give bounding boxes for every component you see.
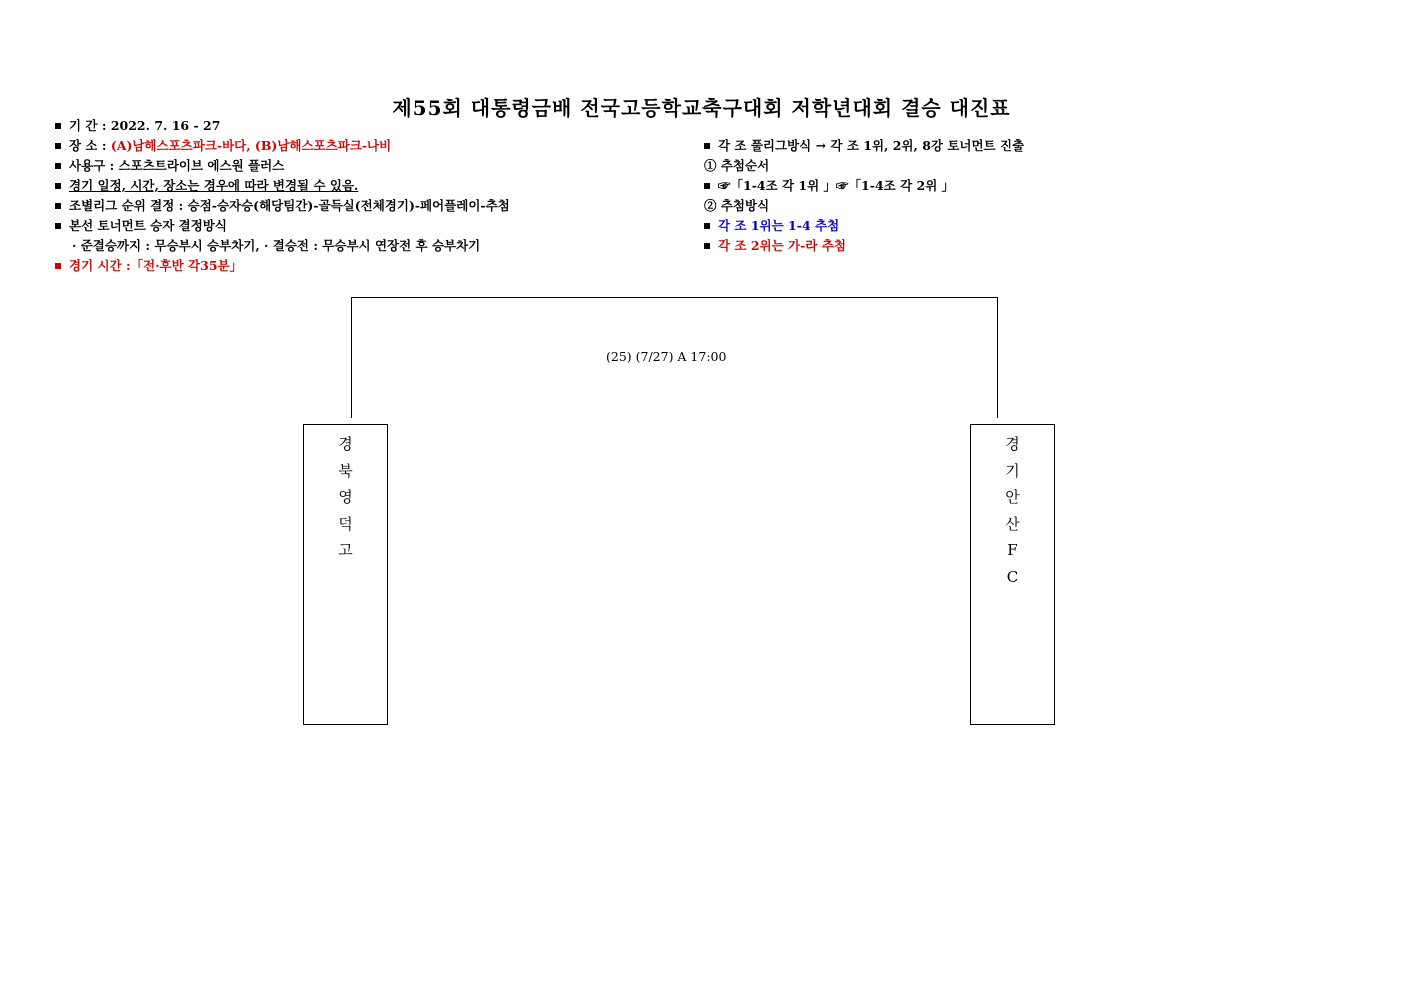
info-venue: 장 소 : (A)남해스포츠파크-바다, (B)남해스포츠파크-나비	[55, 138, 391, 154]
team-char: 영	[338, 488, 353, 506]
bullet-icon	[55, 123, 61, 129]
info-tiebreak: 본선 토너먼트 승자 결정방식	[55, 218, 227, 234]
team-char: F	[1007, 541, 1018, 559]
team-char: 기	[1005, 461, 1020, 480]
match-label: (25) (7/27) A 17:00	[606, 349, 727, 364]
bracket-left-line	[351, 297, 352, 418]
info-draw-order-detail: ☞「1-4조 각 1위 」☞「1-4조 각 2위 」	[704, 178, 954, 194]
venue-value: (A)남해스포츠파크-바다, (B)남해스포츠파크-나비	[110, 138, 392, 153]
bracket-top-line	[351, 297, 998, 298]
bullet-icon	[55, 163, 61, 169]
team-box-left	[303, 424, 388, 725]
team-char: 고	[338, 541, 353, 559]
info-draw-order: ① 추첨순서	[704, 158, 770, 173]
bracket-right-line	[997, 297, 998, 418]
bullet-icon	[55, 203, 61, 209]
bullet-icon	[704, 183, 710, 189]
bullet-icon	[704, 223, 710, 229]
page-title: 제55회 대통령금배 전국고등학교축구대회 저학년대회 결승 대진표	[392, 96, 1011, 120]
bullet-icon	[55, 223, 61, 229]
bullet-icon	[55, 143, 61, 149]
info-format: 각 조 풀리그방식 → 각 조 1위, 2위, 8강 토너먼트 진출	[704, 138, 1024, 154]
info-first-place: 각 조 1위는 1-4 추첨	[704, 218, 839, 234]
team-name-left	[304, 431, 387, 564]
team-box-right	[970, 424, 1055, 725]
info-match-time: 경기 시간 :「전·후반 각35분」	[55, 258, 242, 274]
info-draw-method: ② 추첨방식	[704, 198, 770, 213]
info-second-place: 각 조 2위는 가-라 추첨	[704, 238, 846, 254]
team-char: 안	[1005, 488, 1020, 506]
bullet-icon	[55, 183, 61, 189]
bullet-icon	[55, 263, 61, 269]
team-char: 덕	[338, 514, 353, 533]
team-char: 경	[1005, 435, 1020, 453]
team-char: 경	[338, 435, 353, 453]
team-char: 북	[338, 461, 353, 480]
bullet-icon	[704, 143, 710, 149]
info-ranking: 조별리그 순위 결정 : 승점-승자승(해당팀간)-골득실(전체경기)-페어플레이-추첨	[55, 198, 510, 214]
info-tiebreak-detail: · 준결승까지 : 무승부시 승부차기, · 결승전 : 무승부시 연장전 후 승부차기	[72, 238, 481, 253]
bullet-icon	[704, 243, 710, 249]
info-ball: 사용구 : 스포츠트라이브 에스원 플러스	[55, 158, 284, 174]
team-char: 산	[1005, 514, 1020, 533]
info-period: 기 간 : 2022. 7. 16 - 27	[55, 118, 220, 134]
info-notice: 경기 일정, 시간, 장소는 경우에 따라 변경될 수 있음.	[55, 178, 358, 194]
team-name-right	[971, 431, 1054, 590]
team-char: C	[1006, 567, 1019, 586]
